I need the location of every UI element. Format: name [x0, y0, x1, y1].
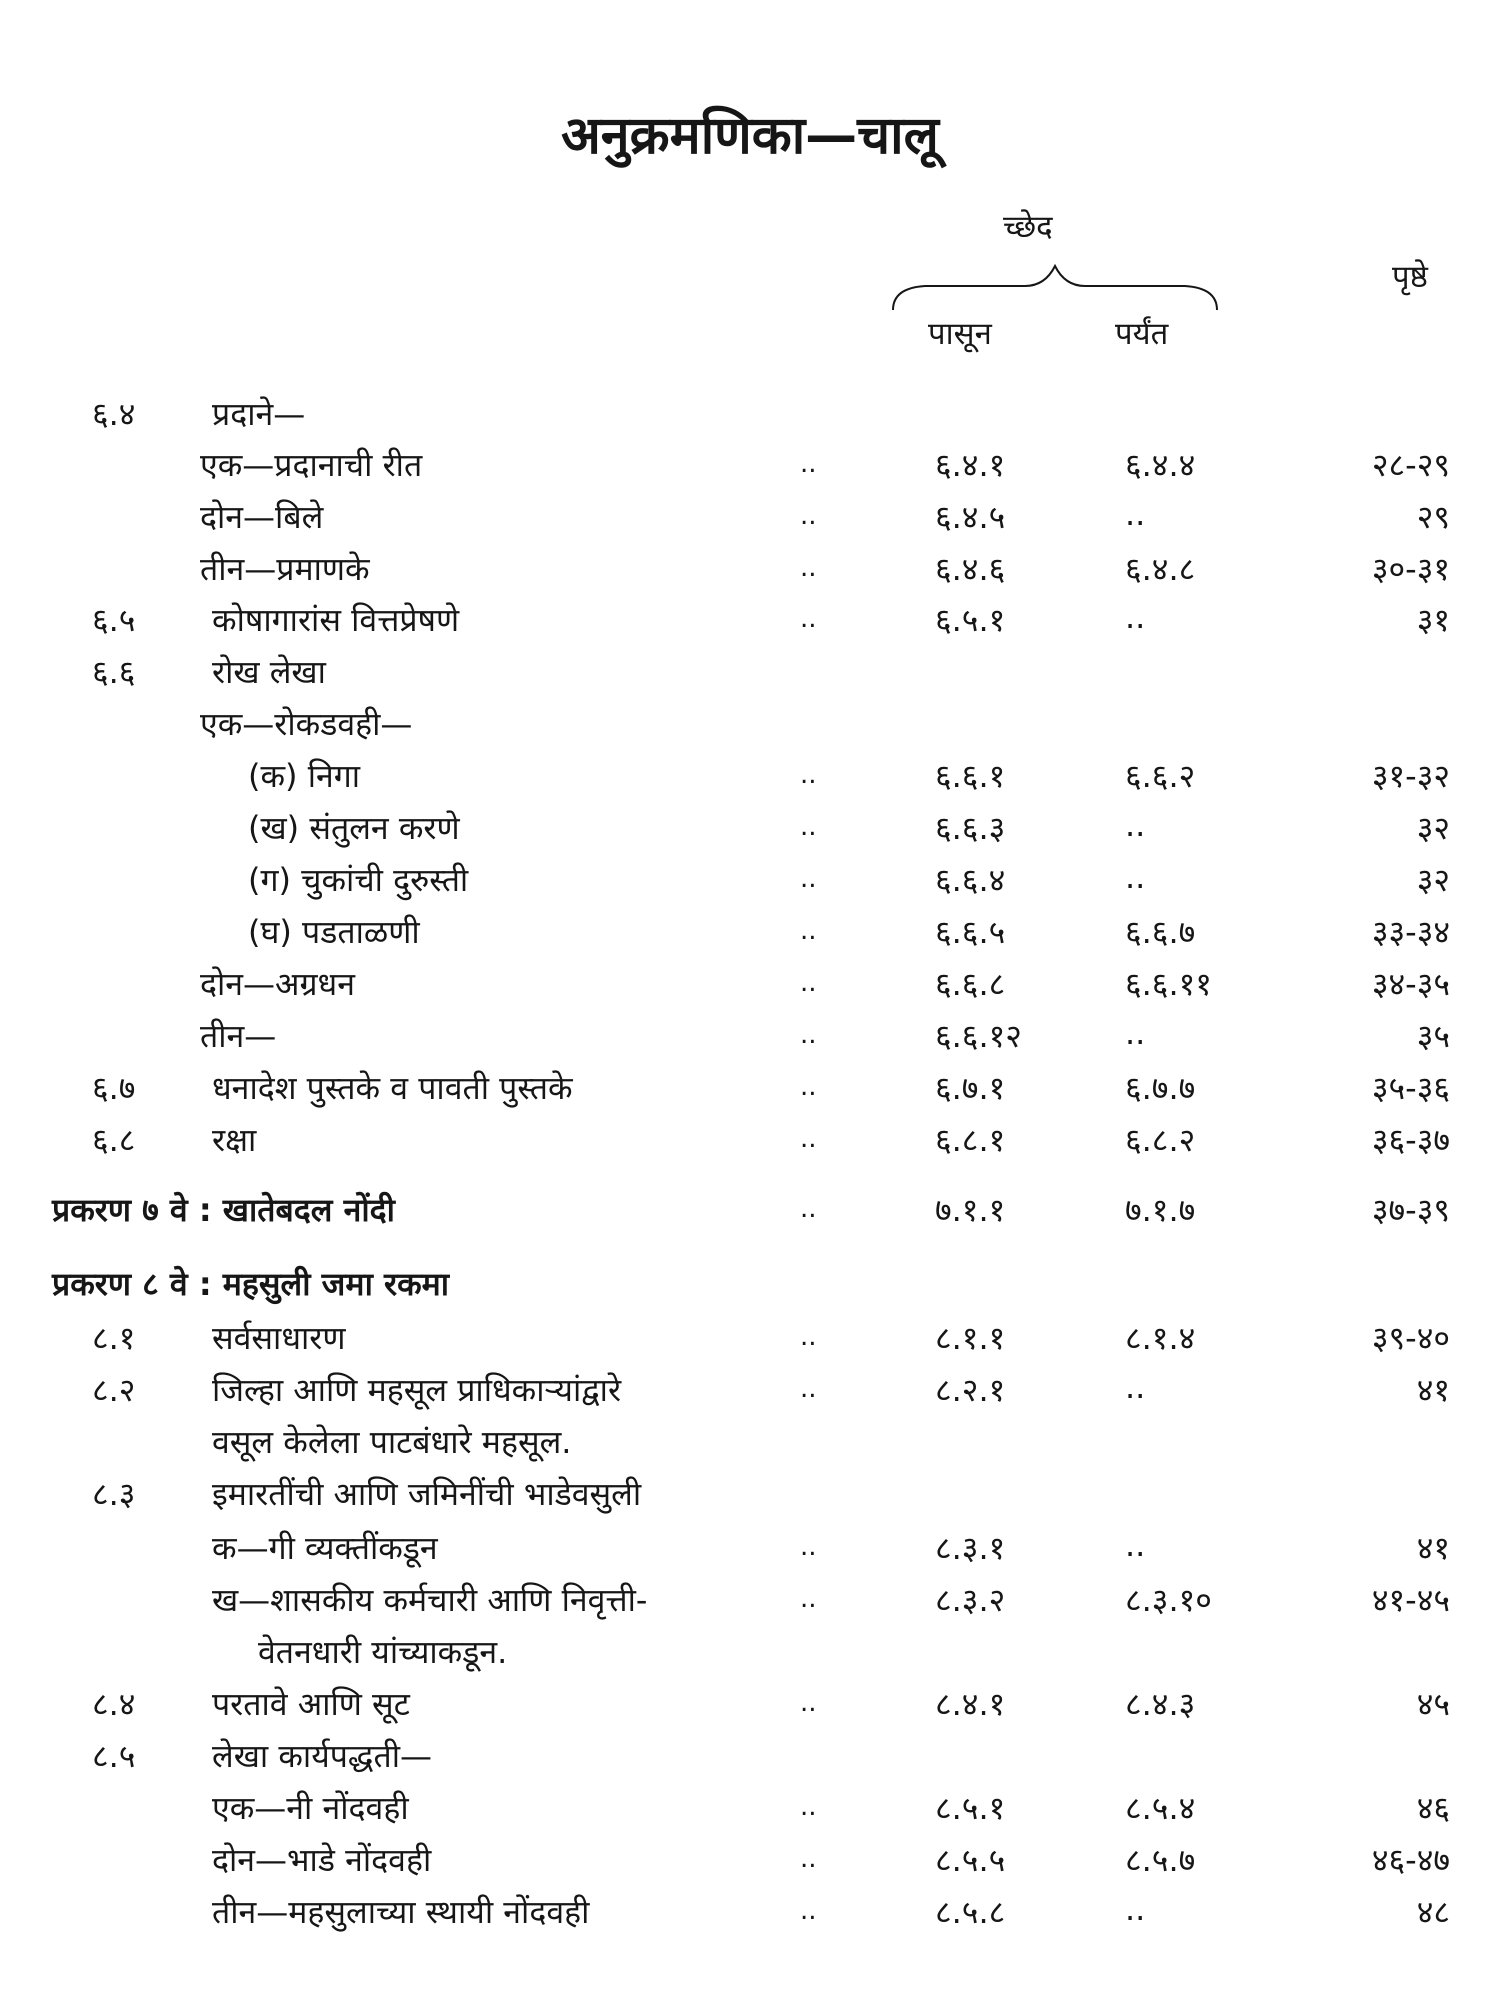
leader-dots: ..: [800, 501, 817, 531]
section-title: क—गी व्यक्तींकडून: [212, 1529, 438, 1567]
leader-dots: ..: [800, 760, 817, 790]
section-title: वेतनधारी यांच्याकडून.: [258, 1633, 508, 1671]
toc-row: [0, 1838, 1500, 1890]
section-title: वसूल केलेला पाटबंधारे महसूल.: [212, 1423, 572, 1461]
header-brace: [885, 248, 1230, 318]
from-paragraph: ८.१.१: [935, 1319, 1006, 1357]
section-title: दोन—अग्रधन: [200, 965, 355, 1003]
leader-dots: ..: [800, 916, 817, 946]
page-range: ३४-३५: [1371, 965, 1450, 1003]
to-paragraph: ६.६.२: [1125, 757, 1196, 795]
toc-row: [0, 495, 1500, 547]
to-paragraph: ..: [1125, 1890, 1146, 1928]
toc-row: [0, 1066, 1500, 1118]
page-range: ३१: [1416, 601, 1450, 639]
to-paragraph: ..: [1125, 1368, 1146, 1406]
chapter-heading: [0, 1262, 1500, 1314]
to-paragraph: ८.३.१०: [1125, 1581, 1212, 1619]
page-range: ३०-३१: [1371, 550, 1450, 588]
toc-row: [0, 702, 1500, 754]
to-paragraph: ..: [1125, 495, 1146, 533]
from-paragraph: ८.५.५: [935, 1841, 1006, 1879]
leader-dots: ..: [800, 1896, 817, 1926]
toc-row: [0, 1420, 1500, 1472]
to-paragraph: ८.१.४: [1125, 1319, 1196, 1357]
toc-row: [0, 858, 1500, 910]
toc-row: [0, 392, 1500, 444]
page-range: ३२: [1416, 861, 1450, 899]
from-paragraph: ८.५.८: [935, 1893, 1006, 1931]
leader-dots: ..: [800, 604, 817, 634]
to-paragraph: ..: [1125, 806, 1146, 844]
from-paragraph: ८.४.१: [935, 1685, 1006, 1723]
page-range: २९: [1416, 498, 1450, 536]
toc-row: [0, 443, 1500, 495]
to-paragraph: ७.१.७: [1125, 1191, 1196, 1229]
to-paragraph: ८.५.७: [1125, 1841, 1196, 1879]
section-title: तीन—महसुलाच्या स्थायी नोंदवही: [212, 1893, 590, 1931]
page-range: ४१-४५: [1371, 1581, 1450, 1619]
page-range: ३९-४०: [1371, 1319, 1450, 1357]
toc-row: [0, 1682, 1500, 1734]
leader-dots: ..: [800, 1374, 817, 1404]
toc-row: [0, 650, 1500, 702]
page-range: ३३-३४: [1371, 913, 1450, 951]
toc-row: [0, 962, 1500, 1014]
to-paragraph: ..: [1125, 598, 1146, 636]
toc-row: [0, 547, 1500, 599]
section-number: ८.४: [92, 1685, 136, 1723]
toc-row: [0, 1472, 1500, 1524]
toc-row: [0, 1368, 1500, 1420]
section-title: सर्वसाधारण: [212, 1319, 346, 1357]
section-title: तीन—प्रमाणके: [200, 550, 370, 588]
section-number: ६.४: [92, 395, 136, 433]
to-paragraph: ..: [1125, 1526, 1146, 1564]
leader-dots: ..: [800, 1124, 817, 1154]
to-paragraph: ६.७.७: [1125, 1069, 1196, 1107]
to-paragraph: ६.६.११: [1125, 965, 1212, 1003]
leader-dots: ..: [800, 1688, 817, 1718]
from-paragraph: ६.६.३: [935, 809, 1006, 847]
section-number: ६.६: [92, 653, 136, 691]
chapter-title: प्रकरण ७ वे : खातेबदल नोंदी: [52, 1191, 395, 1229]
section-title: (ख) संतुलन करणे: [248, 809, 460, 847]
header-from: पासून: [928, 316, 992, 352]
toc-row: [0, 1890, 1500, 1942]
section-number: ८.२: [92, 1371, 136, 1409]
from-paragraph: ६.६.८: [935, 965, 1006, 1003]
section-title: लेखा कार्यपद्धती—: [212, 1737, 433, 1775]
to-paragraph: ८.४.३: [1125, 1685, 1196, 1723]
from-paragraph: ८.३.२: [935, 1581, 1006, 1619]
section-title: एक—प्रदानाची रीत: [200, 446, 423, 484]
leader-dots: ..: [800, 1020, 817, 1050]
section-title: परतावे आणि सूट: [212, 1685, 410, 1723]
section-title: दोन—भाडे नोंदवही: [212, 1841, 432, 1879]
from-paragraph: ८.५.१: [935, 1789, 1006, 1827]
section-title: (ग) चुकांची दुरुस्ती: [248, 861, 469, 899]
toc-row: [0, 1734, 1500, 1786]
toc-row: [0, 1014, 1500, 1066]
from-paragraph: ६.६.४: [935, 861, 1006, 899]
section-number: ६.७: [92, 1069, 136, 1107]
section-title: जिल्हा आणि महसूल प्राधिकाऱ्यांद्वारे: [212, 1371, 622, 1409]
toc-row: [0, 1786, 1500, 1838]
from-paragraph: ६.७.१: [935, 1069, 1006, 1107]
header-pages: पृष्ठे: [1392, 259, 1428, 295]
page-range: ३५-३६: [1371, 1069, 1450, 1107]
from-paragraph: ८.३.१: [935, 1529, 1006, 1567]
section-title: रक्षा: [212, 1121, 257, 1159]
page-range: ४८: [1416, 1893, 1450, 1931]
leader-dots: ..: [800, 864, 817, 894]
from-paragraph: ६.४.१: [935, 446, 1006, 484]
leader-dots: ..: [800, 1194, 817, 1224]
to-paragraph: ६.४.४: [1125, 446, 1196, 484]
from-paragraph: ६.६.५: [935, 913, 1006, 951]
chapter-heading: [0, 1188, 1500, 1240]
section-title: तीन—: [200, 1017, 277, 1055]
page-range: ३५: [1416, 1017, 1450, 1055]
section-number: ८.१: [92, 1319, 136, 1357]
section-title: इमारतींची आणि जमिनींची भाडेवसुली: [212, 1475, 642, 1513]
leader-dots: ..: [800, 1584, 817, 1614]
from-paragraph: ६.५.१: [935, 601, 1006, 639]
leader-dots: ..: [800, 812, 817, 842]
page-range: ४१: [1416, 1371, 1450, 1409]
leader-dots: ..: [800, 1072, 817, 1102]
leader-dots: ..: [800, 1844, 817, 1874]
to-paragraph: ६.८.२: [1125, 1121, 1196, 1159]
toc-row: [0, 1118, 1500, 1170]
from-paragraph: ८.२.१: [935, 1371, 1006, 1409]
page-range: ४६-४७: [1371, 1841, 1450, 1879]
to-paragraph: ..: [1125, 858, 1146, 896]
from-paragraph: ६.६.१२: [935, 1017, 1022, 1055]
section-title: एक—नी नोंदवही: [212, 1789, 409, 1827]
section-title: एक—रोकडवही—: [200, 705, 413, 743]
page-range: ३२: [1416, 809, 1450, 847]
header-to: पर्यंत: [1115, 316, 1169, 352]
section-title: कोषागारांस वित्तप्रेषणे: [212, 601, 460, 639]
page-range: ३७-३९: [1371, 1191, 1450, 1229]
from-paragraph: ६.६.१: [935, 757, 1006, 795]
to-paragraph: ६.६.७: [1125, 913, 1196, 951]
leader-dots: ..: [800, 553, 817, 583]
toc-row: [0, 910, 1500, 962]
leader-dots: ..: [800, 1532, 817, 1562]
toc-row: [0, 754, 1500, 806]
section-title: रोख लेखा: [212, 653, 326, 691]
to-paragraph: ..: [1125, 1014, 1146, 1052]
from-paragraph: ६.४.५: [935, 498, 1006, 536]
section-title: प्रदाने—: [212, 395, 306, 433]
page-range: ३६-३७: [1371, 1121, 1450, 1159]
from-paragraph: ६.४.६: [935, 550, 1006, 588]
leader-dots: ..: [800, 1322, 817, 1352]
toc-row: [0, 1526, 1500, 1578]
section-title: दोन—बिले: [200, 498, 324, 536]
page-title: अनुक्रमणिका—चालू: [561, 106, 939, 166]
page-range: ४५: [1416, 1685, 1450, 1723]
header-paragraphs: च्छेद: [1003, 209, 1053, 245]
section-title: धनादेश पुस्तके व पावती पुस्तके: [212, 1069, 573, 1107]
toc-row: [0, 1630, 1500, 1682]
toc-row: [0, 1316, 1500, 1368]
section-number: ८.५: [92, 1737, 136, 1775]
toc-row: [0, 598, 1500, 650]
section-title: (घ) पडताळणी: [248, 913, 420, 951]
to-paragraph: ८.५.४: [1125, 1789, 1196, 1827]
from-paragraph: ७.१.१: [935, 1191, 1006, 1229]
leader-dots: ..: [800, 1792, 817, 1822]
page-range: २८-२९: [1371, 446, 1450, 484]
to-paragraph: ६.४.८: [1125, 550, 1196, 588]
toc-row: [0, 806, 1500, 858]
section-title: ख—शासकीय कर्मचारी आणि निवृत्ती-: [212, 1581, 648, 1619]
section-number: ६.५: [92, 601, 136, 639]
leader-dots: ..: [800, 449, 817, 479]
chapter-title: प्रकरण ८ वे : महसुली जमा रकमा: [52, 1265, 450, 1303]
leader-dots: ..: [800, 968, 817, 998]
section-number: ८.३: [92, 1475, 136, 1513]
section-title: (क) निगा: [248, 757, 361, 795]
page-range: ४१: [1416, 1529, 1450, 1567]
section-number: ६.८: [92, 1121, 136, 1159]
page-range: ३१-३२: [1371, 757, 1450, 795]
toc-row: [0, 1578, 1500, 1630]
from-paragraph: ६.८.१: [935, 1121, 1006, 1159]
page-range: ४६: [1416, 1789, 1450, 1827]
